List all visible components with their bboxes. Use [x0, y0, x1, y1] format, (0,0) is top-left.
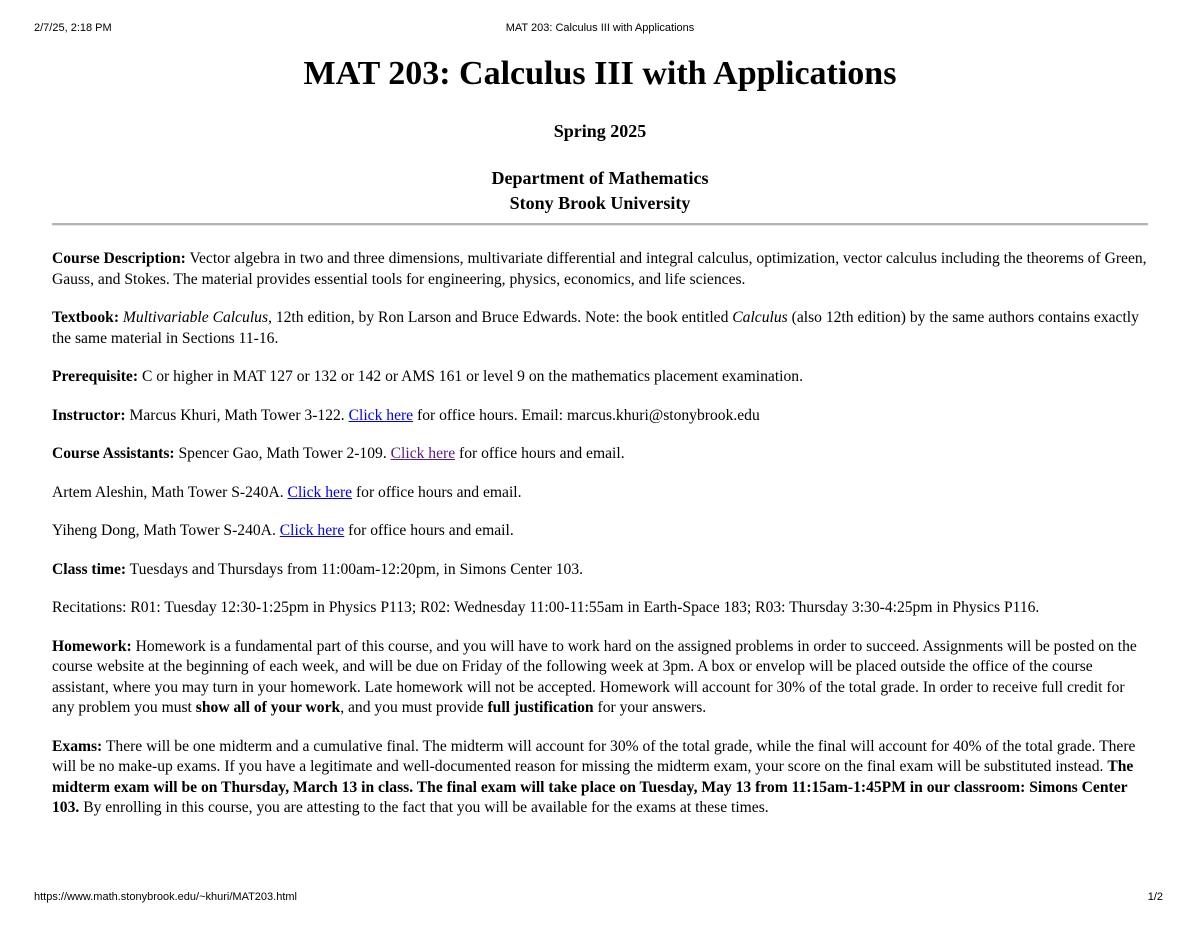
textbook-note: (also 12th edition) by the same authors contains exactly the same material in Sections 11-16. — [52, 309, 1139, 347]
course-content — [52, 249, 1148, 837]
course-description-text: Vector algebra in two and three dimensions, multivariate differential and integral calculus, optimization, vector calculus including the theorems of Green, Gauss, and Stokes. The material provides essential tools for engineering, physics, economics, and life sciences. — [52, 250, 1147, 288]
homework-text-2: , and you must provide — [340, 699, 488, 716]
print-date: 2/7/25, 2:18 PM — [34, 22, 112, 34]
exams-label: Exams: — [52, 737, 103, 755]
homework-emphasis: show all of your work — [195, 699, 341, 716]
divider — [52, 223, 1148, 226]
homework-emphasis-2: full justification — [487, 699, 594, 716]
assistant-after: for office hours and email. — [455, 445, 625, 462]
assistant-text: Artem Aleshin, Math Tower S-240A. — [52, 483, 288, 501]
instructor — [52, 406, 1148, 427]
textbook-title: Multivariable Calculus, — [122, 309, 272, 326]
instructor-text: Marcus Khuri, Math Tower 3-122. — [125, 406, 349, 424]
exam-dates: The midterm exam will be on Thursday, March 13 in class. The final exam will take place on Tuesday, May 13 from 11:15am-1:45PM in our classroom: Simons Center 103. — [52, 758, 1134, 816]
page-number: 1/2 — [1147, 891, 1163, 903]
class-time — [52, 560, 1148, 581]
assistant-text: Yiheng Dong, Math Tower S-240A. — [52, 522, 280, 539]
class-time-label: Class time: — [52, 560, 127, 578]
instructor-contact: for office hours. Email: marcus.khuri@stonybrook.edu — [413, 406, 760, 424]
exams — [52, 737, 1148, 819]
homework-text-3: for your answers. — [593, 699, 707, 716]
prerequisite-label: Prerequisite: — [52, 368, 139, 385]
textbook-alt-title: Calculus — [732, 309, 788, 326]
course-description — [52, 249, 1148, 290]
exams-text-2: By enrolling in this course, you are attesting to the fact that you will be available for the exams at these times. — [79, 799, 769, 816]
instructor-label: Instructor: — [52, 406, 126, 424]
department: Department of Mathematics — [491, 168, 709, 188]
print-url: https://www.math.stonybrook.edu/~khuri/MAT203.html — [34, 891, 297, 903]
homework — [52, 637, 1148, 719]
homework-label: Homework: — [52, 637, 132, 655]
assistant-after: for office hours and email. — [352, 483, 522, 501]
course-description-label: Course Description: — [52, 250, 186, 267]
prerequisite-text: C or higher in MAT 127 or 132 or 142 or AMS 161 or level 9 on the mathematics placement examination. — [138, 368, 803, 385]
page-title: MAT 203: Calculus III with Applications — [303, 55, 897, 92]
course-assistant — [52, 444, 1148, 465]
textbook-label: Textbook: — [52, 309, 120, 326]
university: Stony Brook University — [509, 193, 691, 213]
course-assistant — [52, 483, 1148, 504]
semester: Spring 2025 — [553, 121, 647, 141]
homework-text: Homework is a fundamental part of this course, and you will have to work hard on the assigned problems in order to succeed. Assignments will be posted on the course website at the beginning of each week, and will be due on Friday of the following week at 3pm. A box or envelop will be placed outside the office of the course assistant, where you may turn in your homework. Late homework will not be accepted. Homework will account for 30% of the total grade. In order to receive full credit for any problem you must — [52, 637, 1137, 716]
assistant-aleshin-link[interactable]: Click here — [287, 483, 353, 501]
course-assistant — [52, 521, 1148, 542]
assistants-label: Course Assistants: — [52, 445, 175, 462]
recitations: Recitations: R01: Tuesday 12:30-1:25pm in Physics P113; R02: Wednesday 11:00-11:55am in Earth-Space 183; R03: Thursday 3:30-4:25pm in Physics P116. — [52, 599, 1040, 616]
assistant-gao-link[interactable]: Click here — [390, 445, 456, 462]
instructor-office-hours-link[interactable]: Click here — [348, 406, 414, 424]
assistant-text: Spencer Gao, Math Tower 2-109. — [174, 445, 391, 462]
print-header-title: MAT 203: Calculus III with Applications — [505, 22, 695, 34]
textbook — [52, 308, 1148, 349]
assistant-dong-link[interactable]: Click here — [279, 522, 345, 539]
exams-text: There will be one midterm and a cumulative final. The midterm will account for 30% of the total grade, while the final will account for 40% of the total grade. There will be no make-up exams. If you have a legitimate and well-documented reason for missing the midterm exam, your score on the final exam will be substituted instead. — [52, 737, 1136, 775]
assistant-after: for office hours and email. — [344, 522, 514, 539]
textbook-text: 12th edition, by Ron Larson and Bruce Edwards. Note: the book entitled — [271, 309, 733, 326]
class-time-text: Tuesdays and Thursdays from 11:00am-12:20pm, in Simons Center 103. — [126, 560, 584, 578]
prerequisite — [52, 367, 1148, 388]
